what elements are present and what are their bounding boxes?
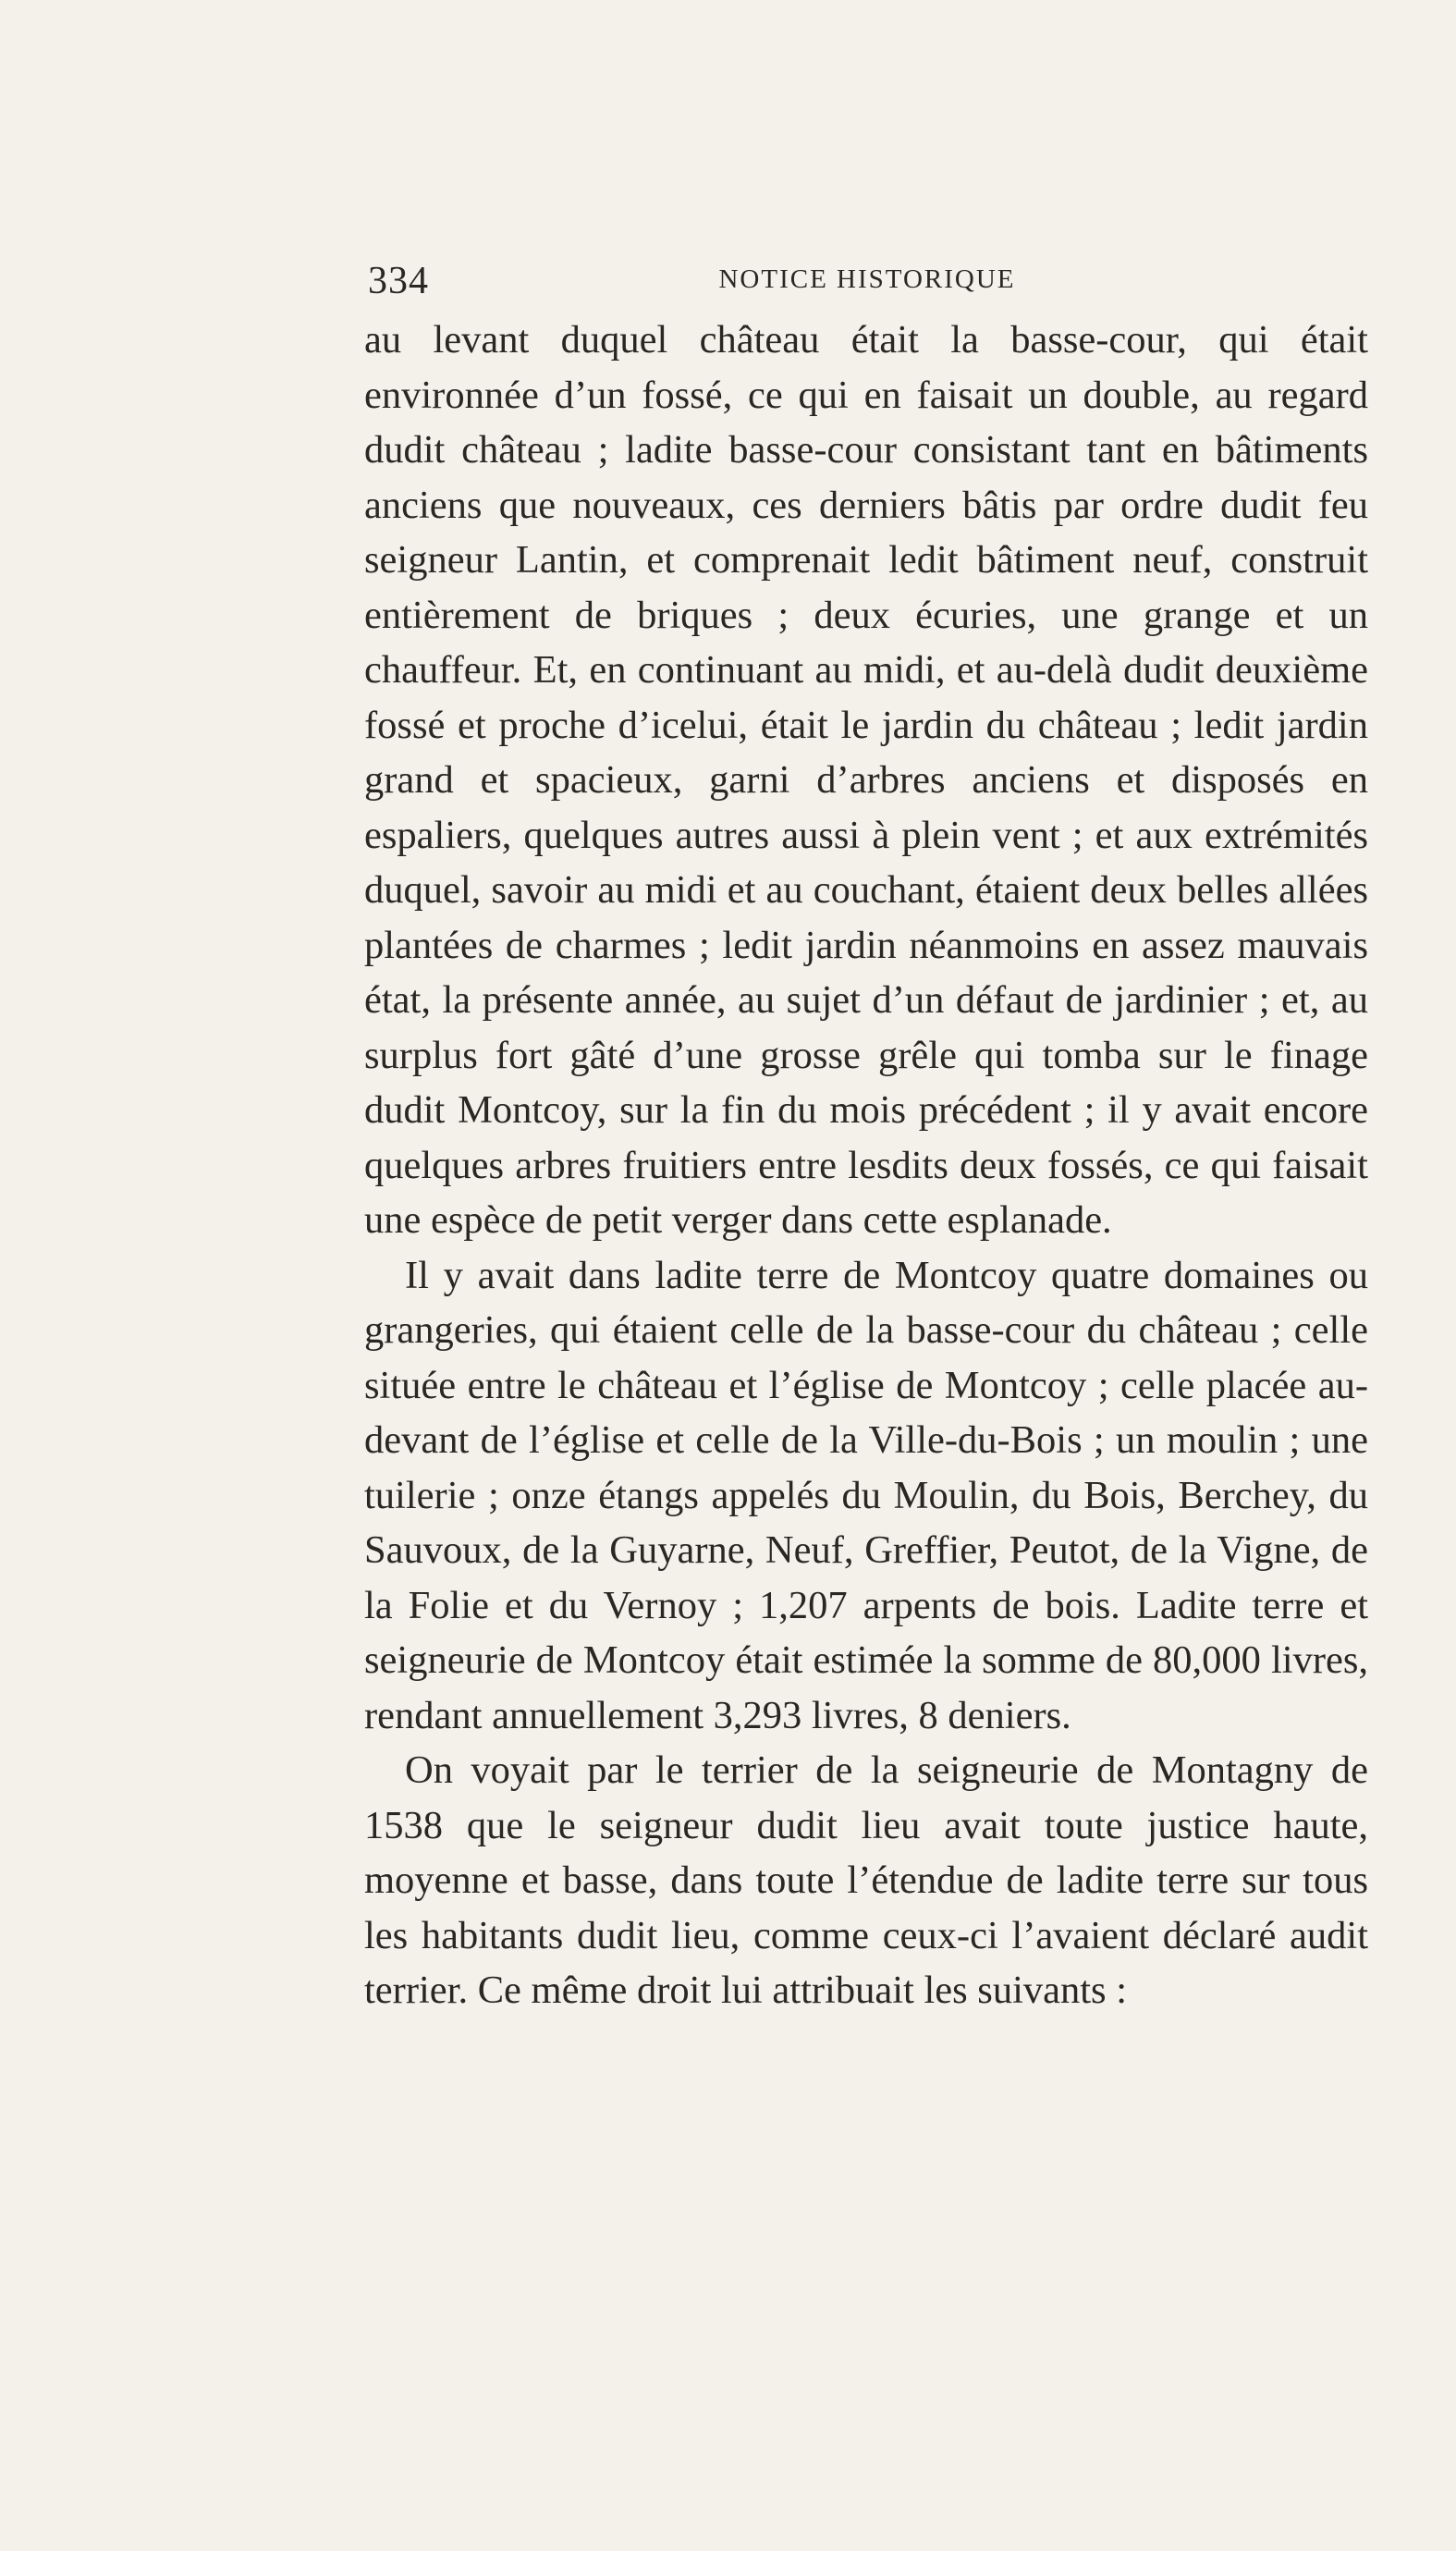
paragraph: Il y avait dans ladite terre de Montcoy quatre domaines ou grangeries, qui étaient celle de la basse-cour du château ; celle située entre le château et l’église de Montcoy ; celle placée au-devant de l’église et celle de la Ville-du-Bois ; un moulin ; une tuilerie ; onze étangs appelés du Moulin, du Bois, Berchey, du Sauvoux, de la Guyarne, Neuf, Greffier, Peutot, de la Vigne, de la Folie et du Vernoy ; 1,207 arpents de bois. Ladite terre et seigneurie de Montcoy était estimée la somme de 80,000 livres, rendant annuellement 3,293 livres, 8 deniers. <box>364 1253 1368 1737</box>
page-number: 334 <box>368 260 429 302</box>
paragraph: On voyait par le terrier de la seigneurie de Montagny de 1538 que le seigneur dudit lieu avait toute justice haute, moyenne et basse, dans toute l’étendue de ladite terre sur tous les habitants dudit lieu, comme ceux-ci l’avaient déclaré audit terrier. Ce même droit lui attribuait les suivants : <box>364 1748 1368 2012</box>
body-text <box>364 313 1368 2018</box>
paragraph: au levant duquel château était la basse-cour, qui était environnée d’un fossé, ce qui en faisait un double, au regard dudit château ; ladite basse-cour consistant tant en bâtiments anciens que nouveaux, ces derniers bâtis par ordre dudit feu seigneur Lantin, et comprenait ledit bâtiment neuf, construit entièrement de briques ; deux écuries, une grange et un chauffeur. Et, en continuant au midi, et au-delà dudit deuxième fossé et proche d’icelui, était le jardin du château ; ledit jardin grand et spacieux, garni d’arbres anciens et disposés en espaliers, quelques autres aussi à plein vent ; et aux extrémités duquel, savoir au midi et au couchant, étaient deux belles allées plantées de charmes ; ledit jardin néanmoins en assez mauvais état, la présente année, au sujet d’un défaut de jardinier ; et, au surplus fort gâté d’une grosse grêle qui tomba sur le finage dudit Montcoy, sur la fin du mois précédent ; il y avait encore quelques arbres fruitiers entre lesdits deux fossés, ce qui faisait une espèce de petit verger dans cette esplanade. <box>364 318 1368 1242</box>
page-header <box>368 259 1366 305</box>
running-head: NOTICE HISTORIQUE <box>718 264 1016 294</box>
